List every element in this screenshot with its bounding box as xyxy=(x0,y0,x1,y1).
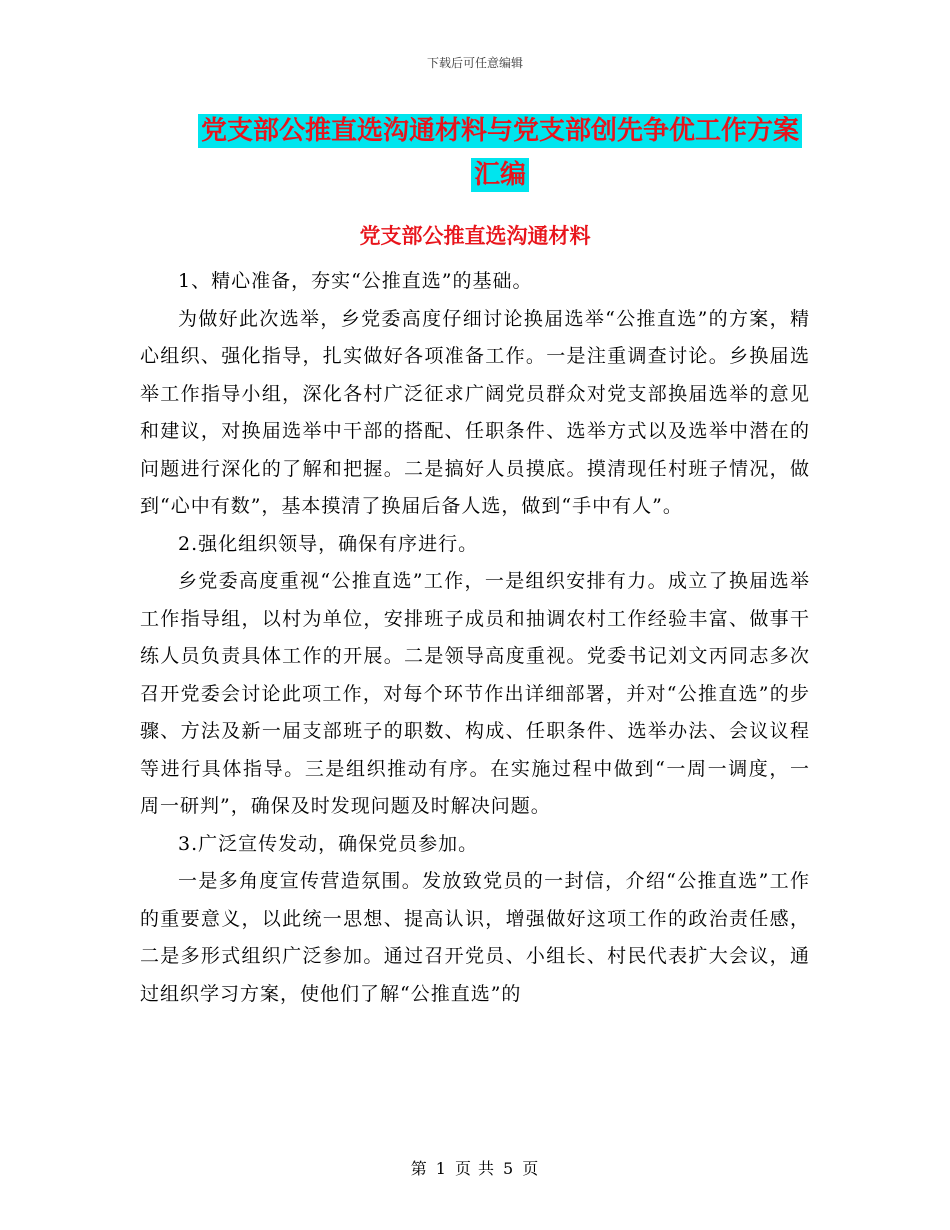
paragraph: 1、精心准备，夯实“公推直选”的基础。 xyxy=(178,270,533,292)
footer-prefix: 第 xyxy=(410,1159,428,1178)
paragraph: 一是多角度宣传营造氛围。发放致党员的一封信，介绍“公推直选”工作的重要意义，以此统一思想、提高认识，增强做好这项工作的政治责任感，二是多形式组织广泛参加。通过召开党员、小组长、村民代表扩大会议，通过组织学习方案，使他们了解“公推直选”的 xyxy=(140,870,810,1005)
page-footer xyxy=(0,1156,950,1179)
paragraph: 为做好此次选举，乡党委高度仔细讨论换届选举“公推直选”的方案，精心组织、强化指导，扎实做好各项准备工作。一是注重调查讨论。乡换届选举工作指导小组，深化各村广泛征求广阔党员群众对党支部换届选举的意见和建议，对换届选举中干部的搭配、任职条件、选举方式以及选举中潜在的问题进行深化的了解和把握。二是搞好人员摸底。摸清现任村班子情况，做到“心中有数”，基本摸清了换届后备人选，做到“手中有人”。 xyxy=(140,307,810,517)
total-pages: 5 xyxy=(503,1159,515,1178)
document-title-line-2 xyxy=(190,152,810,198)
title-highlight: 汇编 xyxy=(471,158,529,192)
document-title-line-1 xyxy=(190,108,810,154)
section-title: 党支部公推直选沟通材料 xyxy=(359,223,591,248)
paragraph: 3.广泛宣传发动，确保党员参加。 xyxy=(178,832,479,855)
document-body xyxy=(140,263,810,1013)
title-highlight: 党支部公推直选沟通材料与党支部创先争优工作方案 xyxy=(198,114,802,148)
page-number: 1 xyxy=(435,1159,447,1178)
paragraph: 乡党委高度重视“公推直选”工作，一是组织安排有力。成立了换届选举工作指导组，以村为单位，安排班子成员和抽调农村工作经验丰富、做事干练人员负责具体工作的开展。二是领导高度重视。党委书记刘文丙同志多次召开党委会讨论此项工作，对每个环节作出详细部署，并对“公推直选”的步骤、方法及新一届支部班子的职数、构成、任职条件、选举办法、会议议程等进行具体指导。三是组织推动有序。在实施过程中做到“一周一调度，一周一研判”，确保及时发现问题及时解决问题。 xyxy=(140,570,810,817)
footer-suffix: 页 xyxy=(522,1159,540,1178)
header-note: 下载后可任意编辑 xyxy=(426,56,523,70)
footer-middle: 页 共 xyxy=(454,1159,496,1178)
paragraph: 2.强化组织领导，确保有序进行。 xyxy=(178,532,479,555)
